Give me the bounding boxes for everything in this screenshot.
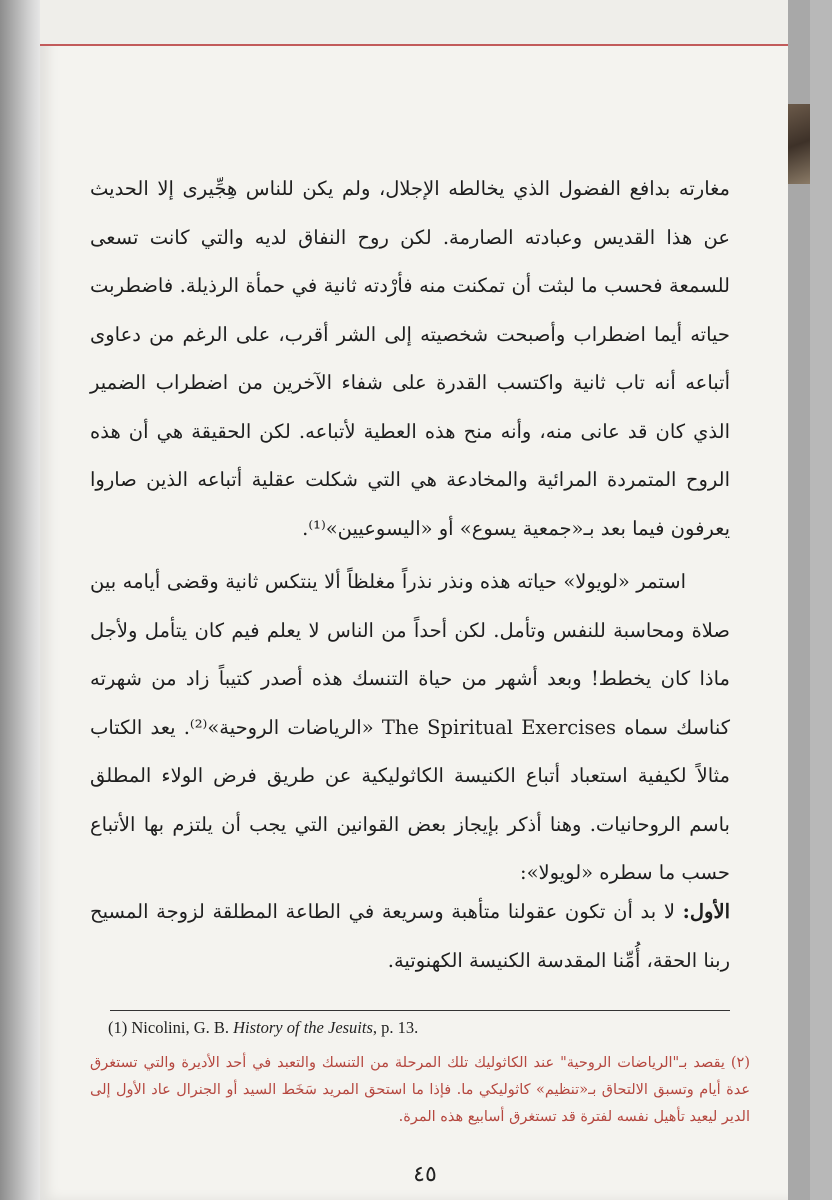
paragraph-2-end: «الرياضات الروحية»⁽²⁾. يعد الكتاب مثالاً لكيفية استعباد أتباع الكنيسة الكاثوليكية عن طريق فرض الولاء المطلق باسم الروحانيات. وهنا أذكر بإيجاز بعض القوانين التي يجب أن يلتزم بها الأتباع حسب ما سطره «لويولا»:	[90, 715, 730, 884]
paragraph-1	[90, 165, 730, 553]
paragraph-2	[90, 558, 730, 898]
footnote-1-author: (1) Nicolini, G. B.	[108, 1018, 229, 1037]
footnote-divider	[110, 1010, 730, 1011]
binding-gutter	[0, 0, 40, 1200]
footnote-1-page: , p. 13.	[372, 1018, 419, 1037]
book-title-english: The Spiritual Exercises	[381, 715, 616, 739]
header-rule	[40, 44, 810, 46]
page-number-text: ٤٥	[413, 1162, 437, 1187]
footnote-2	[90, 1050, 750, 1131]
footnote-2-text: (٢) يقصد بـ"الرياضات الروحية" عند الكاثوليك تلك المرحلة من التنسك والتعبد في أحد الأديرة والتي تستغرق عدة أيام وتسبق الالتحاق بـ«تنظيم» كاثوليكي ما. فإذا ما استحق المريد سَخَط السيد أو الجنرال عاد الأول إلى الدير ليعيد تأهيل نفسه لفترة قد تستغرق أسابيع هذه المرة.	[90, 1055, 750, 1125]
paragraph-2-start: استمر «لويولا» حياته هذه ونذر نذراً مغلظاً ألا ينتكس ثانية وقضى أيامه بين صلاة ومحاسبة للنفس وتأمل. لكن أحداً من الناس لا يعلم فيم كان يتأمل ولأجل ماذا كان يخطط! وبعد أشهر من حياة التنسك هذه أصدر كتيباً زاد من شهرته كناسك سماه	[90, 570, 731, 739]
page-number	[395, 1162, 455, 1187]
adjacent-page-edge	[788, 0, 810, 1200]
footnote-1	[108, 1018, 748, 1038]
page-header-strip	[40, 0, 810, 44]
edge-photo-fragment	[788, 104, 810, 184]
rule-1-paragraph	[90, 888, 730, 985]
rule-1-text: لا بد أن تكون عقولنا متأهبة وسريعة في الطاعة المطلقة لزوجة المسيح ربنا الحقة، أُمِّنا المقدسة الكنيسة الكهنوتية.	[90, 900, 730, 972]
paragraph-1-text: مغارته بدافع الفضول الذي يخالطه الإجلال، ولم يكن للناس هِجِّيرى إلا الحديث عن هذا القديس وعبادته الصارمة. لكن روح النفاق لديه والتي كانت تسعى للسمعة فحسب ما لبثت أن تمكنت منه فأرْدته ثانية في حمأة الرذيلة. فاضطربت حياته أيما اضطراب وأصبحت شخصيته إلى الشر أقرب، على الرغم من دعاوى أتباعه أنه تاب ثانية واكتسب القدرة على شفاء الآخرين من اضطراب الضمير الذي كان قد عانى منه، وأنه منح هذه العطية لأتباعه. لكن الحقيقة هي أن هذه الروح المتمردة المرائية والمخادعة هي التي شكلت عقلية أتباعه الذين صاروا يعرفون فيما بعد بـ«جمعية يسوع» أو «اليسوعيين»⁽¹⁾.	[90, 177, 730, 540]
rule-1-label: الأول:	[682, 900, 730, 923]
footnote-1-title: History of the Jesuits	[233, 1018, 373, 1037]
